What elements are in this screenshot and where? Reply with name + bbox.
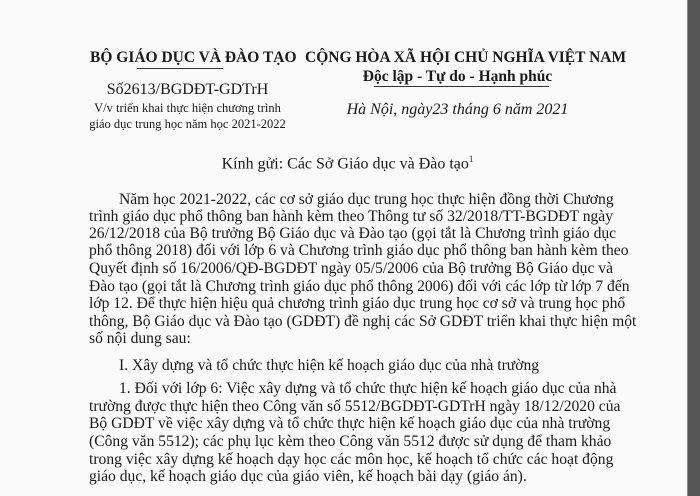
place-date: Hà Nội, ngày23 tháng 6 năm 2021 — [346, 101, 569, 118]
section-heading: I. Xây dựng và tổ chức thực hiện kế hoạch giáo dục của nhà trường — [119, 357, 540, 374]
item1-line: Bộ GDĐT về việc xây dựng và tổ chức thực hiện kế hoạch giáo dục của nhà trường — [89, 415, 611, 432]
intro-line: 26/12/2018 của Bộ trưởng Bộ Giáo dục và Đào tạo (gọi tắt là Chương trình giáo dục — [89, 225, 617, 242]
intro-line: Đào tạo (gọi tắt là Chương trình giáo dục phổ thông 2006) đối với các lớp từ lớp 7 đến — [89, 278, 630, 295]
item1-line: 1. Đối với lớp 6: Việc xây dựng và tổ chức thực hiện kế hoạch giáo dục của nhà — [119, 380, 617, 397]
intro-line: số nội dung sau: — [89, 330, 191, 347]
subject-line-1: V/v triển khai thực hiện chương trình — [94, 101, 281, 115]
item1-line: (Công văn 5512); các phụ lục kèm theo Công văn 5512 được sử dụng để tham khảo — [89, 433, 612, 450]
subject-line-2: giáo dục trung học năm học 2021-2022 — [89, 117, 286, 131]
intro-line: Quyết định số 16/2006/QĐ-BGDĐT ngày 05/5/2006 của Bộ trưởng Bộ Giáo dục và — [89, 260, 614, 277]
national-motto: Độc lập - Tự do - Hạnh phúc — [362, 68, 553, 85]
intro-line: thông, Bộ Giáo dục và Đào tạo (GDĐT) đề nghị các Sở GDĐT triển khai thực hiện một — [89, 313, 637, 330]
intro-line: trình giáo dục phổ thông ban hành kèm theo Thông tư số 32/2018/TT-BGDĐT ngày — [89, 208, 614, 225]
document-number: Số2613/BGDĐT-GDTrH — [106, 81, 269, 98]
agency-underline — [137, 68, 223, 69]
national-title: CỘNG HÒA XÃ HỘI CHỦ NGHĨA VIỆT NAM — [305, 49, 627, 66]
issuing-agency: BỘ GIÁO DỤC VÀ ĐÀO TẠO — [90, 49, 297, 66]
item1-line: trường được thực hiện theo Công văn số 5512/BGDĐT-GDTrH ngày 18/12/2020 của — [89, 398, 621, 415]
footnote-marker: 1 — [468, 154, 474, 164]
motto-underline — [374, 86, 549, 87]
intro-line: Năm học 2021-2022, các cơ sở giáo dục trung học thực hiện đồng thời Chương — [119, 191, 614, 208]
item1-line: giáo dục, kế hoạch giáo dục của giáo viên, kế hoạch bài dạy (giáo án). — [89, 468, 527, 485]
recipient-text: Kính gửi: Các Sở Giáo dục và Đào tạo — [221, 155, 469, 173]
recipient-line — [89, 154, 606, 173]
intro-line: lớp 12. Để thực hiện hiệu quả chương trình giáo dục trung học cơ sở và trung học phổ — [89, 295, 626, 312]
item1-line: trong việc xây dựng kế hoạch dạy học các môn học, kế hoạch tổ chức các hoạt động — [89, 451, 614, 468]
intro-line: phổ thông 2018) đối với lớp 6 và Chương trình giáo dục phổ thông ban hành kèm theo — [89, 242, 629, 259]
viewer-scrollbar-edge — [687, 0, 700, 496]
